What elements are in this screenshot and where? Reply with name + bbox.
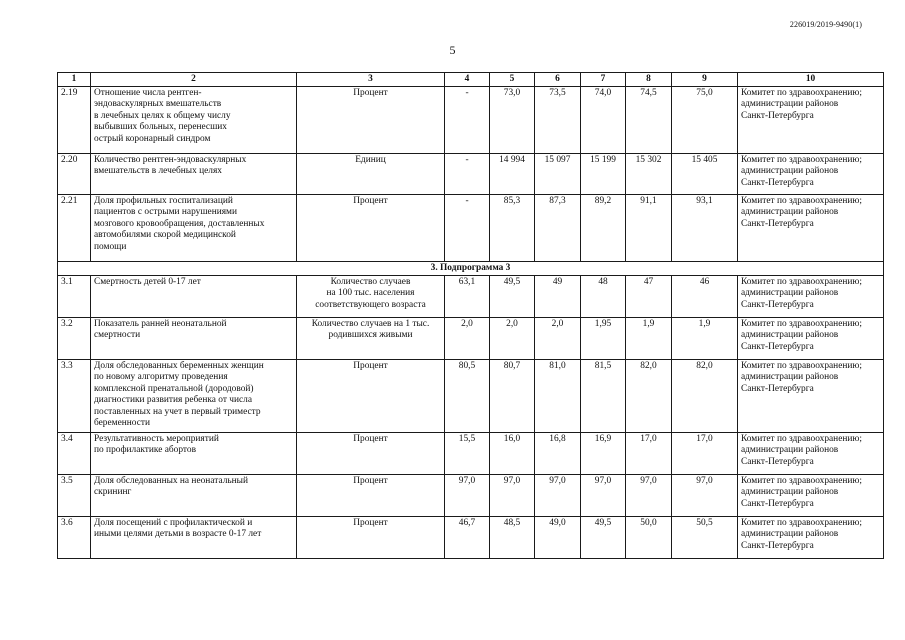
value-cell: 85,3 <box>490 195 535 262</box>
row-number: 2.19 <box>58 87 91 154</box>
responsible-line: Санкт-Петербурга <box>741 218 814 229</box>
value-cell: 97,0 <box>490 475 535 517</box>
value-cell: 80,5 <box>445 360 490 433</box>
indicator-name-line: в лечебных целях к общему числу <box>94 110 231 121</box>
indicator-name-line: Смертность детей 0-17 лет <box>94 277 201 287</box>
indicator-name-line: Доля обследованных беременных женщин <box>94 361 264 371</box>
value-cell: 89,2 <box>581 195 626 262</box>
indicator-name-line: Отношение числа рентген- <box>94 88 202 98</box>
value-cell: 82,0 <box>672 360 738 433</box>
indicator-name-line: острый коронарный синдром <box>94 133 211 144</box>
table-row <box>58 475 884 517</box>
value-cell: 81,5 <box>581 360 626 433</box>
column-header: 8 <box>626 73 672 87</box>
column-header: 2 <box>91 73 297 87</box>
unit-line: Процент <box>353 88 388 98</box>
responsible-line: Санкт-Петербурга <box>741 540 814 551</box>
unit-line: Процент <box>353 196 388 206</box>
value-cell: 49,5 <box>490 276 535 318</box>
value-cell: 97,0 <box>535 475 581 517</box>
value-cell: 46,7 <box>445 517 490 559</box>
row-number: 2.20 <box>58 154 91 195</box>
value-cell: 93,1 <box>672 195 738 262</box>
section-row <box>58 262 884 276</box>
value-cell: 1,95 <box>581 318 626 360</box>
indicator-name-line: пациентов с острыми нарушениями <box>94 207 238 218</box>
responsible-line: Комитет по здравоохранению; <box>741 361 863 371</box>
responsible-line: администрации районов <box>741 445 839 456</box>
value-cell: 97,0 <box>445 475 490 517</box>
value-cell: 50,0 <box>626 517 672 559</box>
value-cell: 16,9 <box>581 433 626 475</box>
table-row <box>58 195 884 262</box>
table-row <box>58 276 884 318</box>
indicator-name <box>91 360 297 433</box>
indicator-name-line: выбывших больных, перенесших <box>94 122 227 133</box>
value-cell: 50,5 <box>672 517 738 559</box>
indicator-name <box>91 475 297 517</box>
responsible-line: Санкт-Петербурга <box>741 177 814 188</box>
indicator-name <box>91 195 297 262</box>
responsible-executor <box>738 433 884 475</box>
column-header: 6 <box>535 73 581 87</box>
responsible-line: администрации районов <box>741 288 839 299</box>
table-row <box>58 154 884 195</box>
value-cell: - <box>445 154 490 195</box>
unit-of-measure <box>297 475 445 517</box>
row-number: 3.4 <box>58 433 91 475</box>
responsible-line: Комитет по здравоохранению; <box>741 277 863 287</box>
unit-line: Количество случаев <box>330 277 411 287</box>
unit-line: Процент <box>353 476 388 486</box>
table-row <box>58 433 884 475</box>
column-header: 10 <box>738 73 884 87</box>
value-cell: 63,1 <box>445 276 490 318</box>
indicator-name <box>91 87 297 154</box>
responsible-line: администрации районов <box>741 330 839 341</box>
unit-of-measure <box>297 154 445 195</box>
value-cell: 74,5 <box>626 87 672 154</box>
value-cell: 49 <box>535 276 581 318</box>
responsible-line: администрации районов <box>741 529 839 540</box>
value-cell: 1,9 <box>626 318 672 360</box>
column-header: 5 <box>490 73 535 87</box>
indicator-name-line: Доля профильных госпитализаций <box>94 196 233 206</box>
row-number: 3.1 <box>58 276 91 318</box>
unit-of-measure <box>297 87 445 154</box>
value-cell: 15 199 <box>581 154 626 195</box>
table-row <box>58 318 884 360</box>
table-row <box>58 517 884 559</box>
indicator-name <box>91 318 297 360</box>
responsible-executor <box>738 195 884 262</box>
unit-of-measure <box>297 195 445 262</box>
responsible-executor <box>738 360 884 433</box>
value-cell: 17,0 <box>672 433 738 475</box>
responsible-executor <box>738 517 884 559</box>
responsible-line: администрации районов <box>741 372 839 383</box>
responsible-line: Комитет по здравоохранению; <box>741 476 863 486</box>
value-cell: 47 <box>626 276 672 318</box>
indicator-name-line: по новому алгоритму проведения <box>94 372 228 383</box>
indicator-name-line: иными целями детьми в возрасте 0-17 лет <box>94 529 262 540</box>
column-header: 4 <box>445 73 490 87</box>
table-body-section-2 <box>58 87 884 262</box>
table-row <box>58 360 884 433</box>
value-cell: 15,5 <box>445 433 490 475</box>
value-cell: 1,9 <box>672 318 738 360</box>
value-cell: 81,0 <box>535 360 581 433</box>
indicator-name-line: Результативность мероприятий <box>94 434 219 444</box>
responsible-line: Комитет по здравоохранению; <box>741 88 863 98</box>
unit-of-measure <box>297 318 445 360</box>
value-cell: 87,3 <box>535 195 581 262</box>
unit-line: соответствующего возраста <box>315 299 426 310</box>
row-number: 3.2 <box>58 318 91 360</box>
responsible-line: Комитет по здравоохранению; <box>741 196 863 206</box>
value-cell: 48 <box>581 276 626 318</box>
column-header: 1 <box>58 73 91 87</box>
responsible-executor <box>738 154 884 195</box>
value-cell: 73,0 <box>490 87 535 154</box>
indicator-name-line: комплексной пренатальной (дородовой) <box>94 383 254 394</box>
table-body-section-3 <box>58 276 884 559</box>
indicator-name-line: мозгового кровообращения, доставленных <box>94 218 265 229</box>
value-cell: 14 994 <box>490 154 535 195</box>
responsible-line: Санкт-Петербурга <box>741 299 814 310</box>
indicator-name <box>91 276 297 318</box>
value-cell: 16,8 <box>535 433 581 475</box>
value-cell: 73,5 <box>535 87 581 154</box>
responsible-line: администрации районов <box>741 487 839 498</box>
responsible-executor <box>738 87 884 154</box>
indicator-name <box>91 154 297 195</box>
responsible-executor <box>738 318 884 360</box>
column-number-header <box>58 73 884 87</box>
indicator-name-line: поставленных на учет в первый триместр <box>94 406 261 417</box>
section-title: 3. Подпрограмма 3 <box>58 262 884 276</box>
unit-of-measure <box>297 517 445 559</box>
indicator-name-line: Доля обследованных на неонатальный <box>94 476 248 486</box>
responsible-line: Комитет по здравоохранению; <box>741 319 863 329</box>
value-cell: 2,0 <box>445 318 490 360</box>
value-cell: 97,0 <box>672 475 738 517</box>
indicator-name <box>91 517 297 559</box>
indicator-name-line: беременности <box>94 418 150 429</box>
table-row <box>58 87 884 154</box>
responsible-line: Санкт-Петербурга <box>741 456 814 467</box>
responsible-line: администрации районов <box>741 99 839 110</box>
document-id: 226019/2019-9490(1) <box>789 20 862 29</box>
indicator-name-line: смертности <box>94 330 141 341</box>
responsible-line: Санкт-Петербурга <box>741 383 814 394</box>
responsible-executor <box>738 276 884 318</box>
value-cell: 91,1 <box>626 195 672 262</box>
unit-line: Единиц <box>355 155 386 165</box>
value-cell: 15 302 <box>626 154 672 195</box>
value-cell: 49,5 <box>581 517 626 559</box>
unit-line: Процент <box>353 361 388 371</box>
responsible-line: администрации районов <box>741 207 839 218</box>
value-cell: 74,0 <box>581 87 626 154</box>
value-cell: 48,5 <box>490 517 535 559</box>
responsible-line: Санкт-Петербурга <box>741 498 814 509</box>
column-header: 7 <box>581 73 626 87</box>
unit-line: Количество случаев на 1 тыс. <box>311 319 430 329</box>
responsible-line: Комитет по здравоохранению; <box>741 155 863 165</box>
value-cell: 2,0 <box>535 318 581 360</box>
indicator-name-line: эндоваскулярных вмешательств <box>94 99 222 110</box>
responsible-line: Санкт-Петербурга <box>741 341 814 352</box>
page-number: 5 <box>449 43 456 57</box>
responsible-executor <box>738 475 884 517</box>
unit-line: родившихся живыми <box>328 330 413 341</box>
value-cell: 2,0 <box>490 318 535 360</box>
value-cell: 97,0 <box>581 475 626 517</box>
responsible-line: Комитет по здравоохранению; <box>741 518 863 528</box>
value-cell: 75,0 <box>672 87 738 154</box>
value-cell: - <box>445 195 490 262</box>
value-cell: 82,0 <box>626 360 672 433</box>
indicator-name-line: автомобилями скорой медицинской <box>94 230 236 241</box>
indicator-name-line: диагностики развития ребенка от числа <box>94 395 253 406</box>
table-body-section-header <box>58 262 884 276</box>
indicator-name-line: помощи <box>94 241 127 252</box>
column-header: 3 <box>297 73 445 87</box>
unit-of-measure <box>297 360 445 433</box>
indicator-name-line: Показатель ранней неонатальной <box>94 319 227 329</box>
unit-line: на 100 тыс. населения <box>326 288 415 299</box>
indicator-name-line: по профилактике абортов <box>94 445 197 456</box>
value-cell: 46 <box>672 276 738 318</box>
indicator-name-line: Доля посещений с профилактической и <box>94 518 253 528</box>
indicator-name-line: Количество рентген-эндоваскулярных <box>94 155 247 165</box>
unit-of-measure <box>297 433 445 475</box>
indicator-name-line: вмешательств в лечебных целях <box>94 166 222 177</box>
responsible-line: Комитет по здравоохранению; <box>741 434 863 444</box>
column-header: 9 <box>672 73 738 87</box>
indicator-name <box>91 433 297 475</box>
row-number: 3.6 <box>58 517 91 559</box>
value-cell: 97,0 <box>626 475 672 517</box>
responsible-line: Санкт-Петербурга <box>741 110 814 121</box>
unit-line: Процент <box>353 518 388 528</box>
value-cell: 16,0 <box>490 433 535 475</box>
value-cell: 15 405 <box>672 154 738 195</box>
value-cell: 17,0 <box>626 433 672 475</box>
row-number: 3.3 <box>58 360 91 433</box>
indicator-name-line: скрининг <box>94 487 132 498</box>
value-cell: - <box>445 87 490 154</box>
row-number: 3.5 <box>58 475 91 517</box>
value-cell: 15 097 <box>535 154 581 195</box>
unit-line: Процент <box>353 434 388 444</box>
indicators-table <box>57 72 884 559</box>
value-cell: 49,0 <box>535 517 581 559</box>
value-cell: 80,7 <box>490 360 535 433</box>
row-number: 2.21 <box>58 195 91 262</box>
responsible-line: администрации районов <box>741 166 839 177</box>
unit-of-measure <box>297 276 445 318</box>
